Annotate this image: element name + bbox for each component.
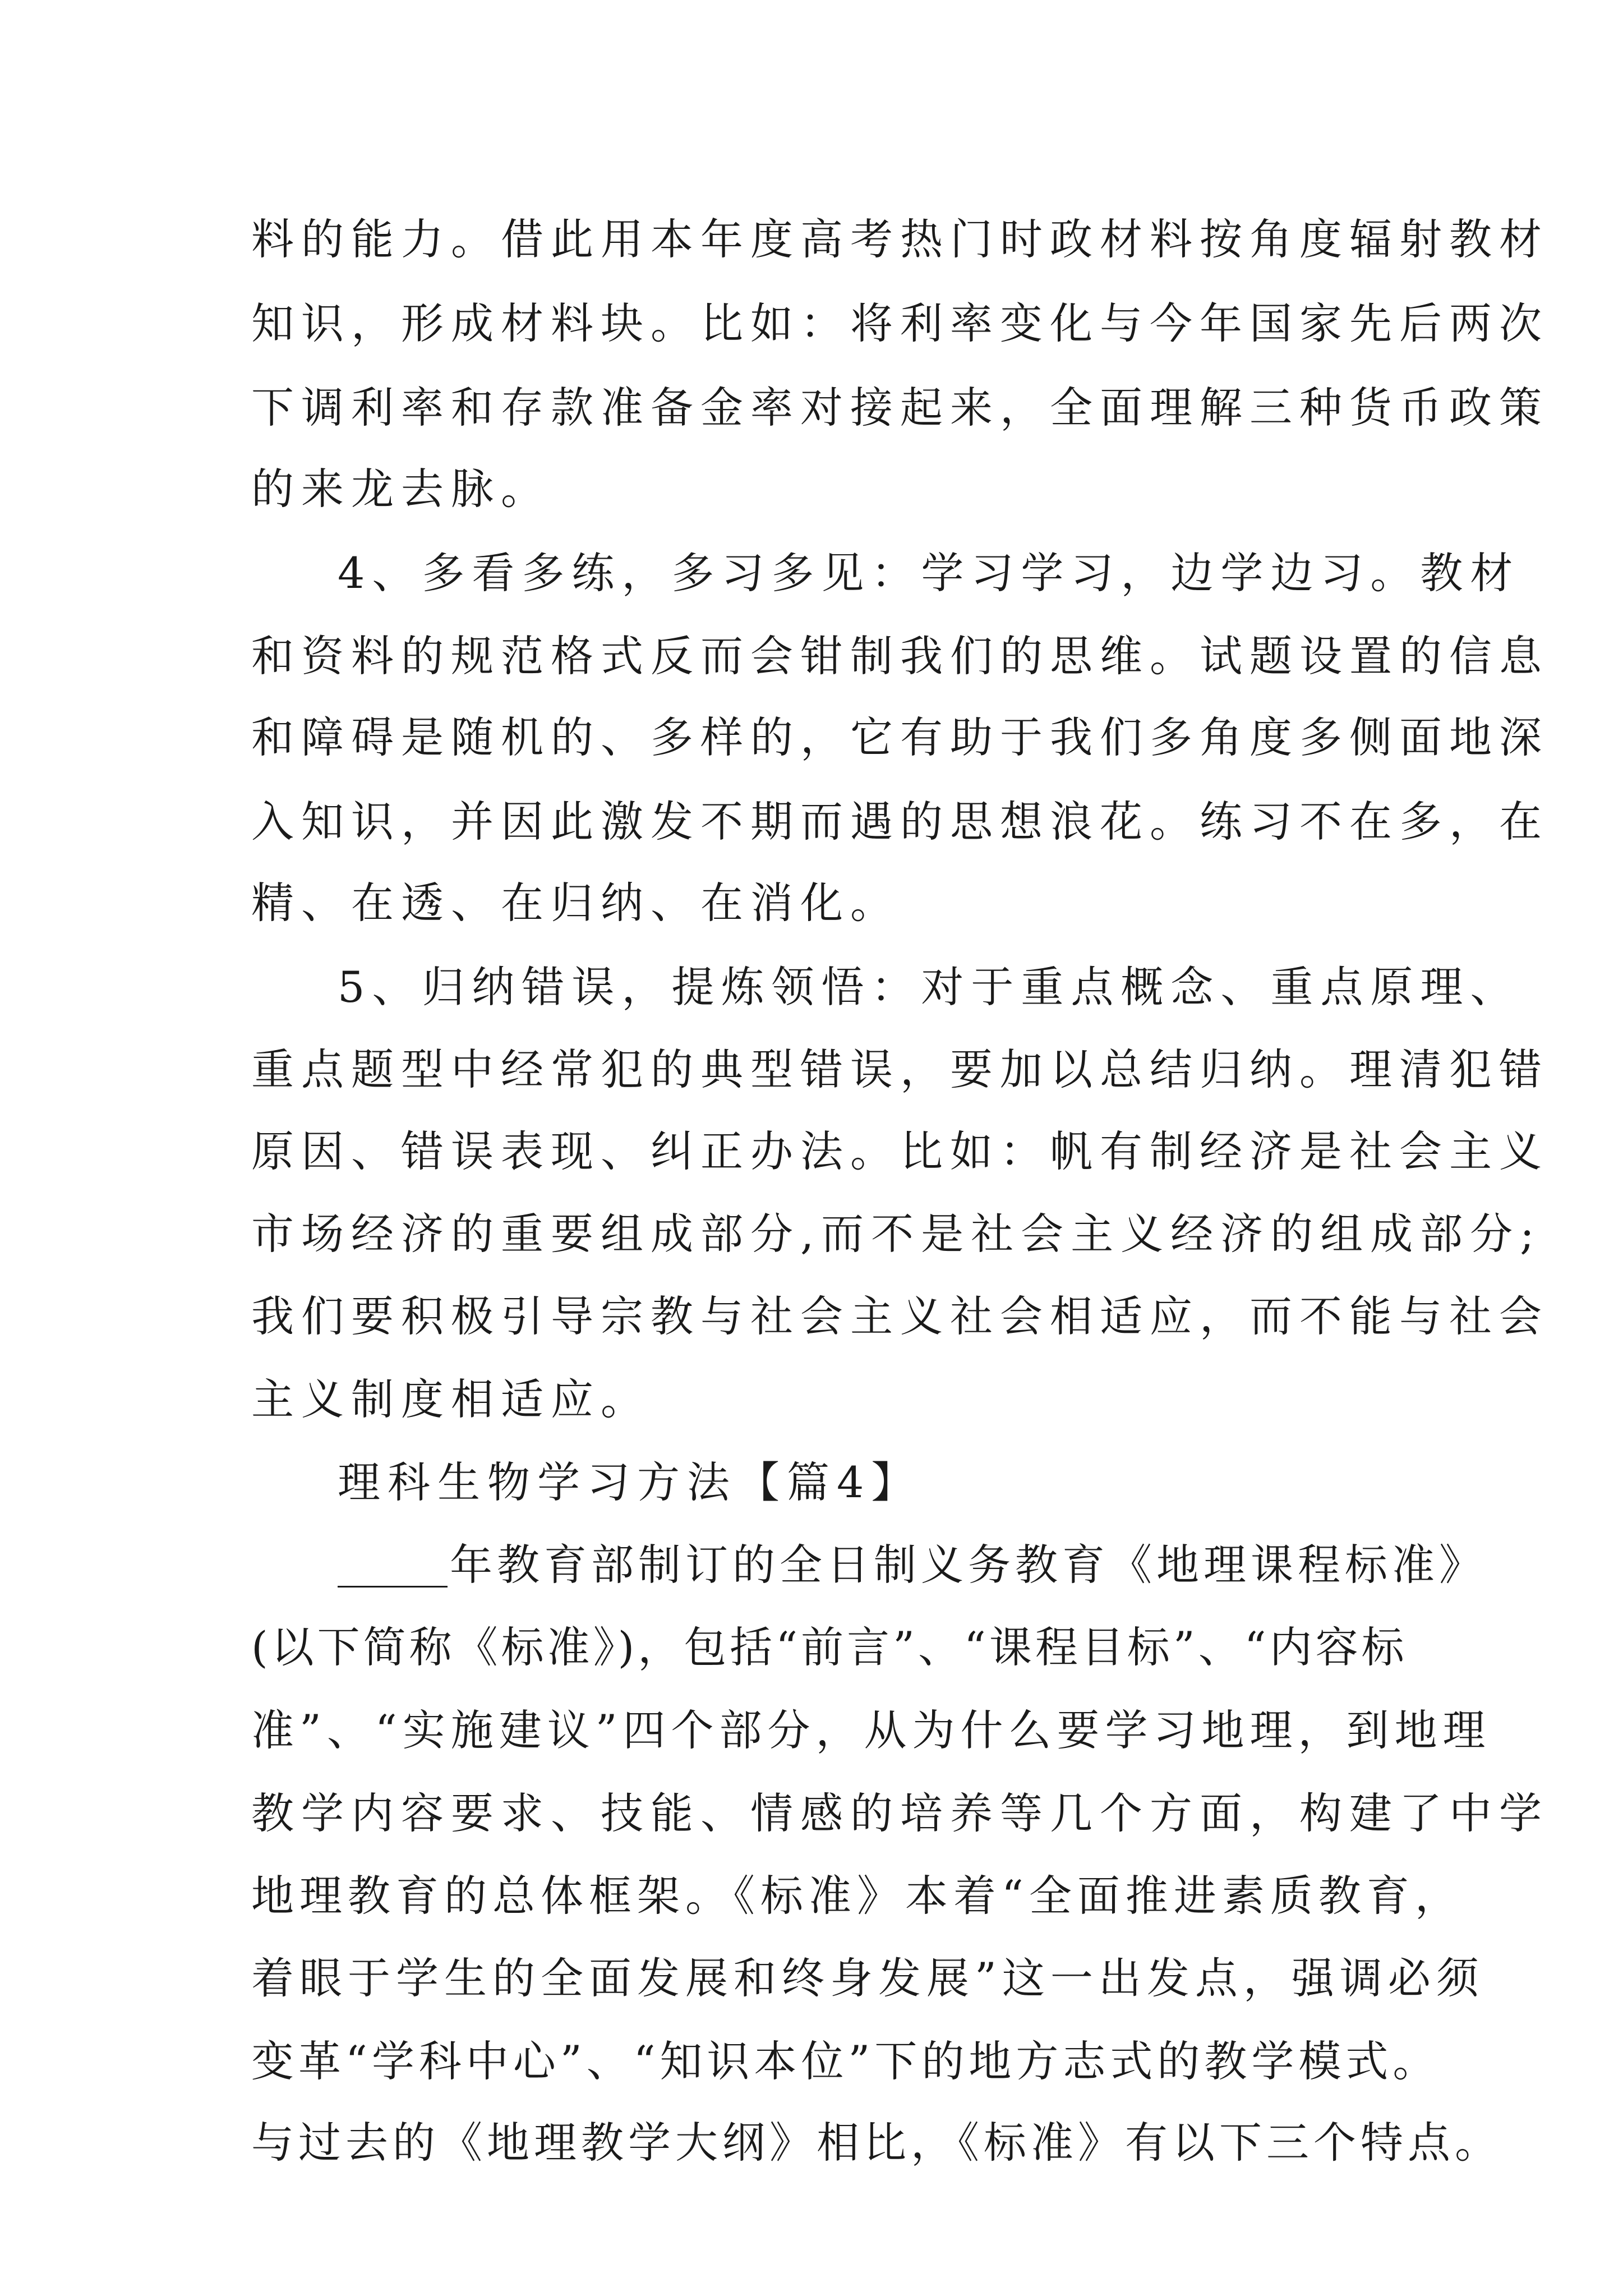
text-line: 年教育部制订的全日制义务教育《地理课程标准》 [450, 1540, 1486, 1590]
text-line: 着眼于学生的全面发展和终身发展”这一出发点，强调必须 [251, 1953, 1484, 2003]
text-line: 教学内容要求、技能、情感的培养等几个方面，构建了中学 [251, 1788, 1549, 1838]
text-line: 主义制度相适应。 [251, 1374, 651, 1424]
text-line: 重点题型中经常犯的典型错误，要加以总结归纳。理清犯错 [251, 1045, 1549, 1094]
text-line: 和障碍是随机的、多样的，它有助于我们多角度多侧面地深 [251, 712, 1549, 762]
text-line: 的来龙去脉。 [251, 464, 551, 514]
text-line: 地理教育的总体框架。《标准》本着“全面推进素质教育， [251, 1871, 1463, 1921]
text-line: 准”、“实施建议”四个部分，从为什么要学习地理，到地理 [251, 1705, 1491, 1755]
text-line: 下调利率和存款准备金率对接起来，全面理解三种货币政策 [251, 383, 1549, 432]
text-line: 与过去的《地理教学大纲》相比，《标准》有以下三个特点。 [251, 2118, 1502, 2168]
text-line: 知识，形成材料块。比如：将利率变化与今年国家先后两次 [251, 298, 1549, 348]
text-line: 原因、错误表现、纠正办法。比如：帆有制经济是社会主义 [251, 1126, 1549, 1176]
text-line: 入知识，并因此激发不期而遇的思想浪花。练习不在多，在 [251, 797, 1549, 846]
section-heading: 理科生物学习方法【篇4】 [338, 1457, 921, 1507]
text-line: (以下简称《标准》)，包括“前言”、“课程目标”、“内容标 [251, 1622, 1408, 1672]
paragraph-5-start: 5、归纳错误，提炼领悟：对于重点概念、重点原理、 [338, 962, 1520, 1012]
text-line: 市场经济的重要组成部分,而不是社会主义经济的组成部分; [251, 1209, 1542, 1259]
text-line: 我们要积极引导宗教与社会主义社会相适应，而不能与社会 [251, 1291, 1549, 1341]
paragraph-4-start: 4、多看多练，多习多见：学习学习，边学边习。教材 [338, 548, 1520, 598]
text-line: 和资料的规范格式反而会钳制我们的思维。试题设置的信息 [251, 631, 1549, 681]
blank-underline [338, 1543, 448, 1588]
text-line: 变革“学科中心”、“知识本位”下的地方志式的教学模式。 [251, 2036, 1440, 2086]
text-line: 料的能力。借此用本年度高考热门时政材料按角度辐射教材 [251, 214, 1549, 264]
text-line: 精、在透、在归纳、在消化。 [251, 878, 900, 928]
paragraph-standard-start [338, 1534, 1486, 1596]
